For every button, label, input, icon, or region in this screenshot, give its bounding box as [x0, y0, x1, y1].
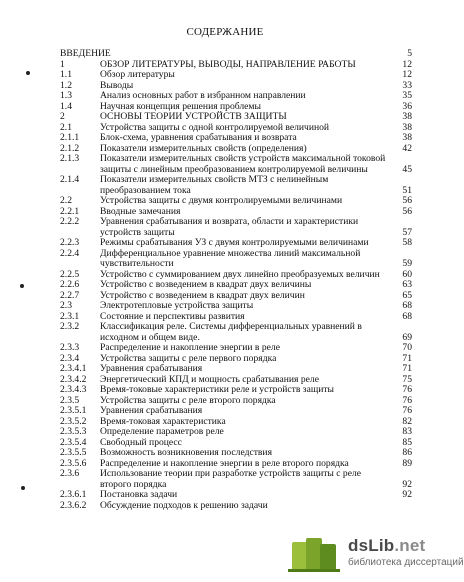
- toc-entry-number: 2.1.1: [60, 132, 80, 143]
- toc-entry-page: 51: [402, 184, 412, 196]
- toc-entry-title: Уравнения срабатывания и возврата, области и характеристики устройств защиты: [100, 216, 359, 238]
- toc-entry-number: 2.3.4: [60, 352, 80, 364]
- toc-entry-title: Устройства защиты с реле второго порядка: [100, 394, 276, 406]
- toc-entry-title: ВВЕДЕНИЕ: [60, 48, 111, 59]
- toc-entry-page: 69: [402, 331, 412, 343]
- toc-entry-number: 2.1: [60, 121, 72, 133]
- toc-entry-number: 2.3.6: [60, 468, 80, 479]
- toc-entry-title: Уравнения срабатывания: [100, 363, 203, 374]
- toc-entry-page: 76: [402, 394, 412, 406]
- toc-entry-title: Режимы срабатывания УЗ с двумя контролируемыми величинами: [100, 237, 369, 248]
- toc-entry-title: Вводные замечания: [100, 205, 181, 217]
- toc-entry-title: Время-токовая характеристика: [100, 415, 226, 427]
- toc-entry: [60, 217, 412, 238]
- toc-entry-number: 2.3.5: [60, 394, 80, 406]
- toc-entry-title: Показатели измерительных свойств МТЗ с нелинейным преобразованием тока: [100, 174, 329, 196]
- toc-entry-page: 38: [402, 132, 412, 143]
- toc-entry-title: Устройства защиты с одной контролируемой величиной: [100, 121, 330, 133]
- toc-entry-number: 2.2: [60, 195, 72, 206]
- toc-entry-title: Анализ основных работ в избранном направлении: [100, 90, 306, 101]
- toc-entry-page: 56: [402, 195, 412, 206]
- watermark-brand: dsLib.net: [348, 536, 426, 555]
- toc-entry-page: 70: [402, 342, 412, 353]
- toc-entry-page: 12: [402, 58, 412, 70]
- toc-entry: [60, 343, 412, 354]
- toc-entry-title: Определение параметров реле: [100, 426, 224, 437]
- toc-entry-title: Устройства защиты с реле первого порядка: [100, 352, 277, 364]
- toc-entry-number: 2.1.3: [60, 153, 80, 164]
- toc-entry: [60, 196, 412, 207]
- toc-entry-number: 2.3: [60, 300, 72, 311]
- toc-entry-page: 36: [402, 100, 412, 112]
- toc-entry-title: Свободный процесс: [100, 436, 182, 448]
- toc-entry-title: Выводы: [100, 79, 134, 91]
- scan-mark: [26, 71, 30, 75]
- toc-entry-page: 71: [402, 363, 412, 374]
- toc-entry-number: 2.3.5.3: [60, 426, 87, 437]
- toc-entry: [60, 301, 412, 312]
- toc-entry-title: Постановка задачи: [100, 489, 178, 500]
- toc-entry-number: 2.2.1: [60, 205, 80, 217]
- toc-entry-page: 35: [402, 90, 412, 101]
- toc-entry: [60, 249, 412, 270]
- toc-entry-number: 2.2.6: [60, 279, 80, 290]
- toc-entry-page: 33: [402, 79, 412, 91]
- toc-entry: [60, 448, 412, 459]
- toc-entry-page: 12: [402, 69, 412, 80]
- toc-entry-title: Электротепловые устройства защиты: [100, 300, 254, 311]
- toc-entry-page: 42: [402, 142, 412, 154]
- toc-entry-page: 38: [402, 111, 412, 122]
- toc-entry-title: Показатели измерительных свойств (определения): [100, 142, 307, 154]
- toc-entry: [60, 490, 412, 501]
- toc-entry: [60, 280, 412, 291]
- toc-entry-page: 68: [402, 300, 412, 311]
- toc-entry-number: 2.2.5: [60, 268, 80, 280]
- toc-entry-page: 76: [402, 384, 412, 395]
- toc-entry-number: 1.1: [60, 69, 72, 80]
- toc-entry-page: 71: [402, 352, 412, 364]
- toc-entry-number: 2.3.6.2: [60, 499, 87, 511]
- toc-entry-title: Устройство с суммированием двух линейно преобразуемых величин: [100, 268, 380, 280]
- toc-entry-number: 2.3.5.2: [60, 415, 87, 427]
- toc-entry-number: 2.3.4.3: [60, 384, 87, 395]
- toc-entry-title: Устройства защиты с двумя контролируемыми величинами: [100, 195, 343, 206]
- toc-entry-title: Энергетический КПД и мощность срабатывания реле: [100, 373, 319, 385]
- toc-entry-page: 82: [402, 415, 412, 427]
- toc-entry: [60, 133, 412, 144]
- toc-entry: [60, 238, 412, 249]
- toc-entry-page: 57: [402, 226, 412, 238]
- toc-entry-number: 2.2.2: [60, 216, 80, 227]
- toc-entry-title: Блок-схема, уравнения срабатывания и возврата: [100, 132, 297, 143]
- toc-entry-title: Показатели измерительных свойств устройств максимальной токовой защиты с линейным преобразованием контролируемой величины: [100, 153, 386, 175]
- toc-entry-page: 89: [402, 457, 412, 469]
- toc-entry-title: ОБЗОР ЛИТЕРАТУРЫ, ВЫВОДЫ, НАПРАВЛЕНИЕ РАБОТЫ: [100, 58, 356, 70]
- watermark-logo: [286, 536, 464, 574]
- toc-entry: [60, 385, 412, 396]
- toc-entry-title: Распределение и накопление энергии в реле второго порядка: [100, 457, 349, 469]
- scan-mark: [21, 486, 25, 490]
- table-of-contents: [60, 49, 412, 511]
- toc-entry-number: 2.2.4: [60, 247, 80, 259]
- toc-entry: [60, 91, 412, 102]
- toc-entry-page: 38: [402, 121, 412, 133]
- toc-entry: [60, 154, 412, 175]
- toc-entry-title: Распределение и накопление энергии в реле: [100, 342, 280, 353]
- toc-entry-page: 63: [402, 279, 412, 290]
- toc-entry-number: 2: [60, 111, 65, 122]
- toc-entry-page: 85: [402, 436, 412, 448]
- toc-entry-page: 68: [402, 310, 412, 322]
- toc-entry: [60, 322, 412, 343]
- toc-entry-number: 1.2: [60, 79, 72, 91]
- toc-entry-page: 65: [402, 289, 412, 301]
- toc-entry-page: 86: [402, 447, 412, 458]
- toc-entry-page: 58: [402, 237, 412, 248]
- book-stack-icon: [286, 536, 344, 574]
- toc-entry-page: 5: [407, 48, 412, 59]
- toc-entry: [60, 501, 412, 512]
- toc-entry-number: 1.3: [60, 90, 72, 101]
- toc-entry-page: 75: [402, 373, 412, 385]
- toc-entry: [60, 427, 412, 438]
- toc-entry-title: Уравнения срабатывания: [100, 405, 203, 416]
- toc-entry-number: 2.3.1: [60, 310, 80, 322]
- toc-entry-page: 92: [402, 489, 412, 500]
- toc-entry: [60, 469, 412, 490]
- toc-entry-title: Классификация реле. Системы дифференциальных уравнений в исходном и общем виде.: [100, 321, 362, 343]
- toc-entry-title: Научная концепция решения проблемы: [100, 100, 261, 112]
- toc-entry-number: 2.3.5.5: [60, 447, 87, 458]
- toc-entry: [60, 406, 412, 417]
- toc-entry-number: 1.4: [60, 100, 72, 112]
- toc-entry-number: 2.3.6.1: [60, 489, 87, 500]
- toc-entry-number: 2.3.2: [60, 321, 80, 332]
- toc-entry-page: 60: [402, 268, 412, 280]
- toc-entry-title: Время-токовые характеристики реле и устройств защиты: [100, 384, 334, 395]
- toc-entry: [60, 364, 412, 375]
- toc-entry-title: ОСНОВЫ ТЕОРИИ УСТРОЙСТВ ЗАЩИТЫ: [100, 111, 287, 122]
- toc-entry-number: 2.3.5.1: [60, 405, 87, 416]
- watermark-subtitle: библиотека диссертаций: [348, 557, 464, 568]
- toc-entry-number: 2.2.3: [60, 237, 80, 248]
- toc-entry-page: 83: [402, 426, 412, 437]
- scan-mark: [20, 284, 24, 288]
- toc-entry-title: Обзор литературы: [100, 69, 175, 80]
- toc-entry: [60, 112, 412, 123]
- toc-entry-number: 2.3.5.4: [60, 436, 87, 448]
- toc-entry-number: 2.3.4.1: [60, 363, 87, 374]
- toc-entry-title: Возможность возникновения последствия: [100, 447, 272, 458]
- toc-entry: [60, 175, 412, 196]
- toc-entry-number: 2.1.4: [60, 174, 80, 185]
- toc-entry-title: Состояние и перспективы развития: [100, 310, 245, 322]
- toc-entry-page: 76: [402, 405, 412, 416]
- toc-entry-title: Дифференциальное уравнение множества линий максимальной чувствительности: [100, 247, 361, 269]
- toc-entry-number: 1: [60, 58, 65, 70]
- toc-entry-title: Обсуждение подходов к решению задачи: [100, 499, 268, 511]
- toc-entry-page: 59: [402, 258, 412, 269]
- toc-entry-page: 56: [402, 205, 412, 217]
- page-title: СОДЕРЖАНИЕ: [186, 26, 264, 38]
- toc-entry-number: 2.2.7: [60, 289, 80, 301]
- toc-entry: [60, 70, 412, 81]
- toc-entry: [60, 49, 412, 60]
- toc-entry-number: 2.1.2: [60, 142, 80, 154]
- toc-entry-number: 2.3.5.6: [60, 457, 87, 469]
- toc-entry-number: 2.3.3: [60, 342, 80, 353]
- toc-entry-page: 92: [402, 478, 412, 490]
- toc-entry-number: 2.3.4.2: [60, 373, 87, 385]
- toc-entry-title: Устройство с возведением в квадрат двух величины: [100, 279, 312, 290]
- toc-entry-title: Использование теории при разработке устройств защиты с реле второго порядка: [100, 468, 362, 490]
- toc-entry-title: Устройство с возведением в квадрат двух величин: [100, 289, 305, 301]
- toc-entry-page: 45: [402, 163, 412, 175]
